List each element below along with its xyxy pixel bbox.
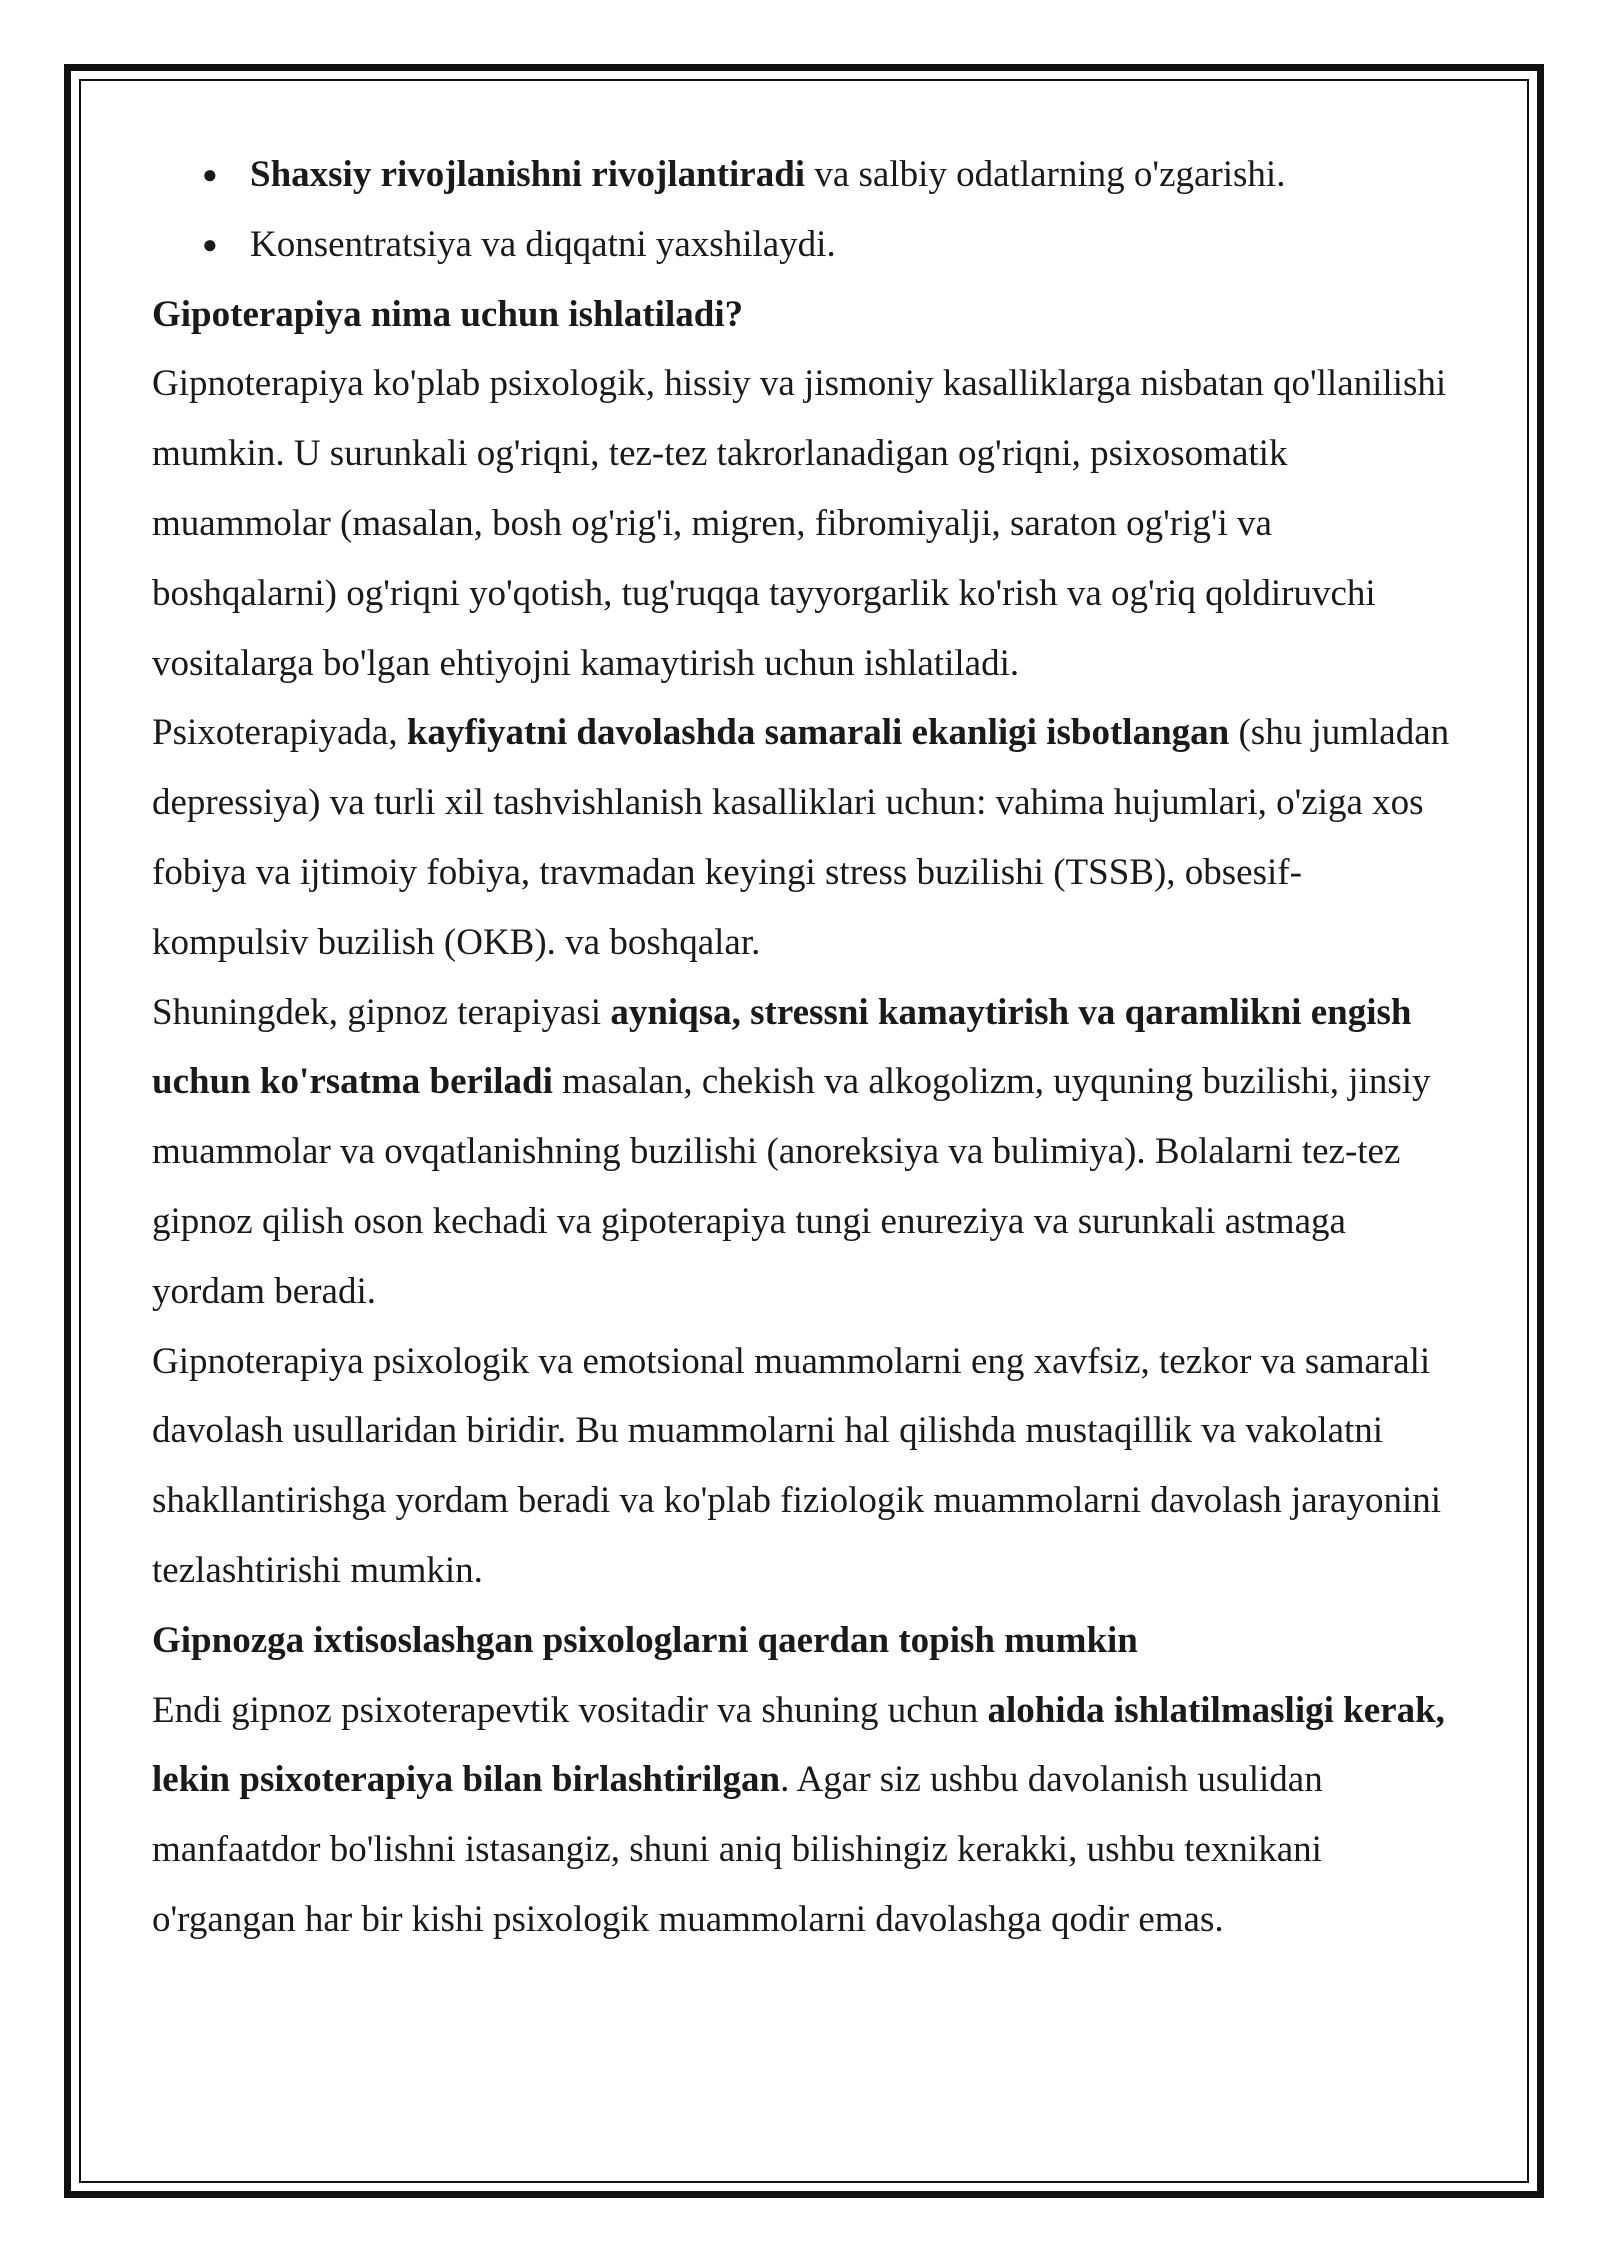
section-heading: Gipoterapiya nima uchun ishlatiladi? [152, 293, 744, 335]
paragraph-text: . Agar siz ushbu davolanish usulidan manfaatdor bo'lishni istasangiz, shuni aniq bilishingiz kerakki, ushbu texnikani o'rgangan har bir kishi psixologik muammolarni davolashga qodir emas. [152, 1759, 1323, 1940]
bullet-item [152, 210, 1452, 280]
document-body [152, 140, 1452, 1955]
bullet-bold-text: Shaxsiy rivojlanishni rivojlantiradi [250, 154, 806, 195]
bullet-list [152, 140, 1452, 280]
bullet-dot-icon: ● [202, 229, 218, 259]
paragraph-text: (shu jumladan depressiya) va turli xil tashvishlanish kasalliklari uchun: vahima hujumlari, o'ziga xos fobiya va ijtimoiy fobiya, travmadan keyingi stress buzilishi (TSSB), obsesif-kompulsiv buzilish (OKB). va boshqalar. [152, 712, 1450, 963]
paragraph: Gipnoterapiya psixologik va emotsional muammolarni eng xavfsiz, tezkor va samarali davolash usullaridan biridir. Bu muammolarni hal qilishda mustaqillik va vakolatni shakllantirishga yordam beradi va ko'plab fiziologik muammolarni davolash jarayonini tezlashtirishi mumkin. [152, 1340, 1442, 1591]
paragraph-text: masalan, chekish va alkogolizm, uyquning buzilishi, jinsiy muammolar va ovqatlanishning buzilishi (anoreksiya va bulimiya). Bolalarni tez-tez gipnoz qilish oson kechadi va gipoterapiya tungi enureziya va surunkali astmaga yordam beradi. [152, 1061, 1431, 1312]
bullet-text: Konsentratsiya va diqqatni yaxshilaydi. [250, 223, 836, 265]
bullet-item [152, 140, 1452, 210]
paragraph [152, 1676, 1452, 1955]
paragraph [152, 698, 1452, 977]
paragraph-text: Psixoterapiyada, [152, 712, 407, 754]
paragraph [152, 978, 1452, 1327]
paragraph-bold-text: alohida ishlatilmasligi kerak, lekin psixoterapiya bilan birlashtirilgan [152, 1689, 1445, 1801]
paragraph: Gipnoterapiya ko'plab psixologik, hissiy va jismoniy kasalliklarga nisbatan qo'llanilishi mumkin. U surunkali og'riqni, tez-tez takrorlanadigan og'riqni, psixosomatik muammolar (masalan, bosh og'rig'i, migren, fibromiyalji, saraton og'rig'i va boshqalarni) og'riqni yo'qotish, tug'ruqqa tayyorgarlik ko'rish va og'riq qoldiruvchi vositalarga bo'lgan ehtiyojni kamaytirish uchun ishlatiladi. [152, 363, 1447, 684]
paragraph-text: Shuningdek, gipnoz terapiyasi [152, 991, 611, 1033]
bullet-text: va salbiy odatlarning o'zgarishi. [805, 154, 1286, 195]
paragraph-text: Endi gipnoz psixoterapevtik vositadir va shuning uchun [152, 1689, 988, 1731]
bullet-dot-icon: ● [202, 160, 218, 189]
section-heading: Gipnozga ixtisoslashgan psixologlarni qaerdan topish mumkin [152, 1619, 1138, 1661]
paragraph-bold-text: kayfiyatni davolashda samarali ekanligi isbotlangan [406, 712, 1230, 754]
paragraph-bold-text: ayniqsa, stressni kamaytirish va qaramlikni engish uchun ko'rsatma beriladi [152, 991, 1412, 1103]
